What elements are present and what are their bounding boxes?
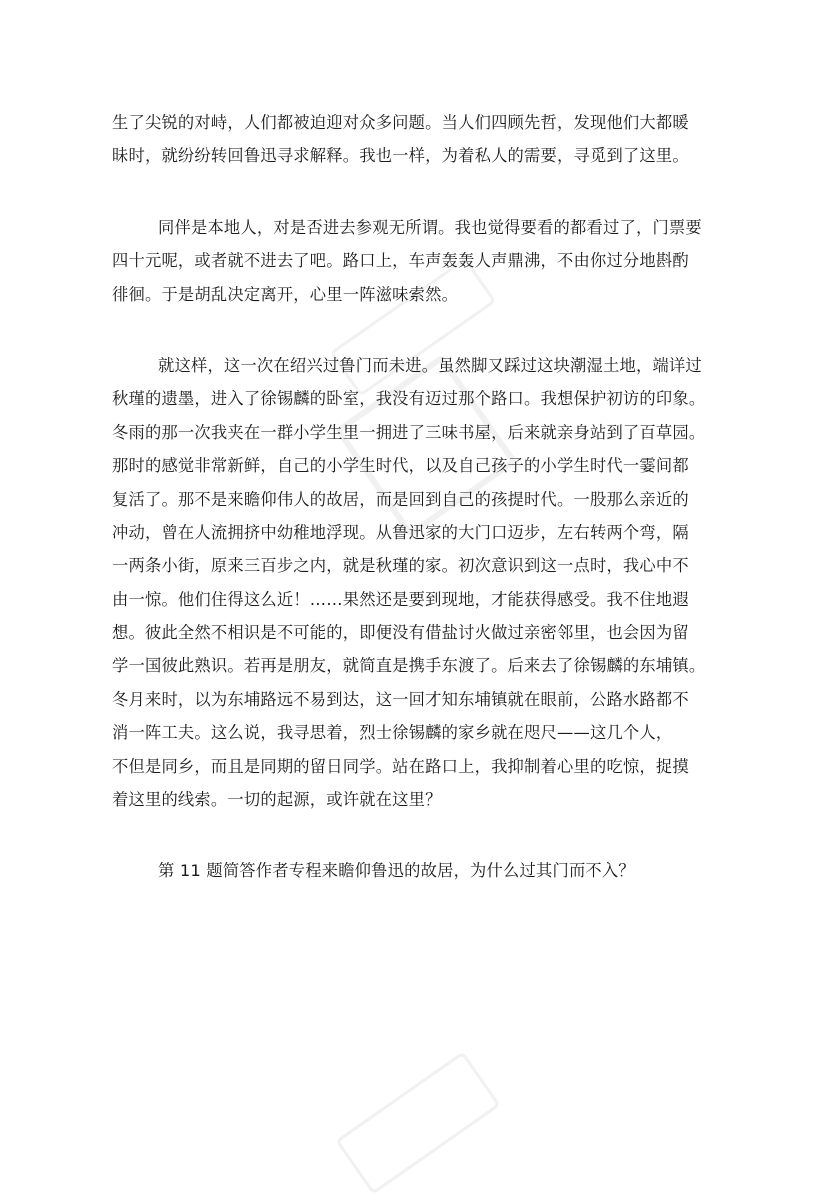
- text-line: 四十元呢，或者就不进去了吧。路口上，车声轰轰人声鼎沸，不由你过分地斟酌: [112, 251, 689, 271]
- question-text: 第 11 题简答作者专程来瞻仰鲁迅的故居，为什么过其门而不入？: [158, 861, 635, 881]
- paragraph-3: [112, 349, 722, 816]
- text-line: 着这里的线索。一切的起源，或许就在这里？: [112, 790, 442, 810]
- text-line: 冲动，曾在人流拥挤中幼稚地浮现。从鲁迅家的大门口迈步，左右转两个弯，隔: [112, 522, 689, 542]
- text-line: 同伴是本地人，对是否进去参观无所谓。我也觉得要看的都看过了，门票要: [158, 217, 702, 237]
- text-line: 昧时，就纷纷转回鲁迅寻求解释。我也一样，为着私人的需要，寻觅到了这里。: [112, 146, 689, 166]
- text-line: 冬雨的那一次我夹在一群小学生里一拥进了三味书屋，后来就亲身站到了百草园。: [112, 422, 706, 442]
- document-body: [112, 106, 722, 888]
- text-line: 生了尖锐的对峙，人们都被迫迎对众多问题。当人们四顾先哲，发现他们大都暖: [112, 113, 689, 132]
- text-line: 消一阵工夫。这么说，我寻思着，烈士徐锡麟的家乡就在咫尺——这几个人，: [112, 723, 673, 743]
- text-line: 就这样，这一次在绍兴过鲁门而未进。虽然脚又踩过这块潮湿土地，端详过: [158, 355, 702, 375]
- text-line: 冬月来时，以为东埔路远不易到达，这一回才知东埔镇就在眼前，公路水路都不: [112, 689, 689, 709]
- watermark-stamp: [335, 1051, 501, 1195]
- text-line: 不但是同乡，而且是同期的留日同学。站在路口上，我抑制着心里的吃惊，捉摸: [112, 756, 689, 776]
- text-line: 想。彼此全然不相识是不可能的，即便没有借盐讨火做过亲密邻里，也会因为留: [112, 623, 689, 643]
- text-line: 一两条小街，原来三百步之内，就是秋瑾的家。初次意识到这一点时，我心中不: [112, 556, 689, 576]
- text-line: 那时的感觉非常新鲜，自己的小学生时代，以及自己孩子的小学生时代一霎间都: [112, 456, 689, 476]
- paragraph-2: [112, 211, 722, 311]
- text-line: 复活了。那不是来瞻仰伟人的故居，而是回到自己的孩提时代。一股那么亲近的: [112, 489, 689, 509]
- text-line: 秋瑾的遗墨，进入了徐锡麟的卧室，我没有迈过那个路口。我想保护初访的印象。: [112, 389, 706, 409]
- question-paragraph: [112, 854, 722, 887]
- text-line: 学一国彼此熟识。若再是朋友，就简直是携手东渡了。后来去了徐锡麟的东埔镇。: [112, 656, 706, 676]
- paragraph-1: [112, 106, 722, 173]
- text-line: 徘徊。于是胡乱决定离开，心里一阵滋味索然。: [112, 284, 459, 304]
- text-line: 由一惊。他们住得这么近！……果然还是要到现地，才能获得感受。我不住地遐: [112, 589, 689, 609]
